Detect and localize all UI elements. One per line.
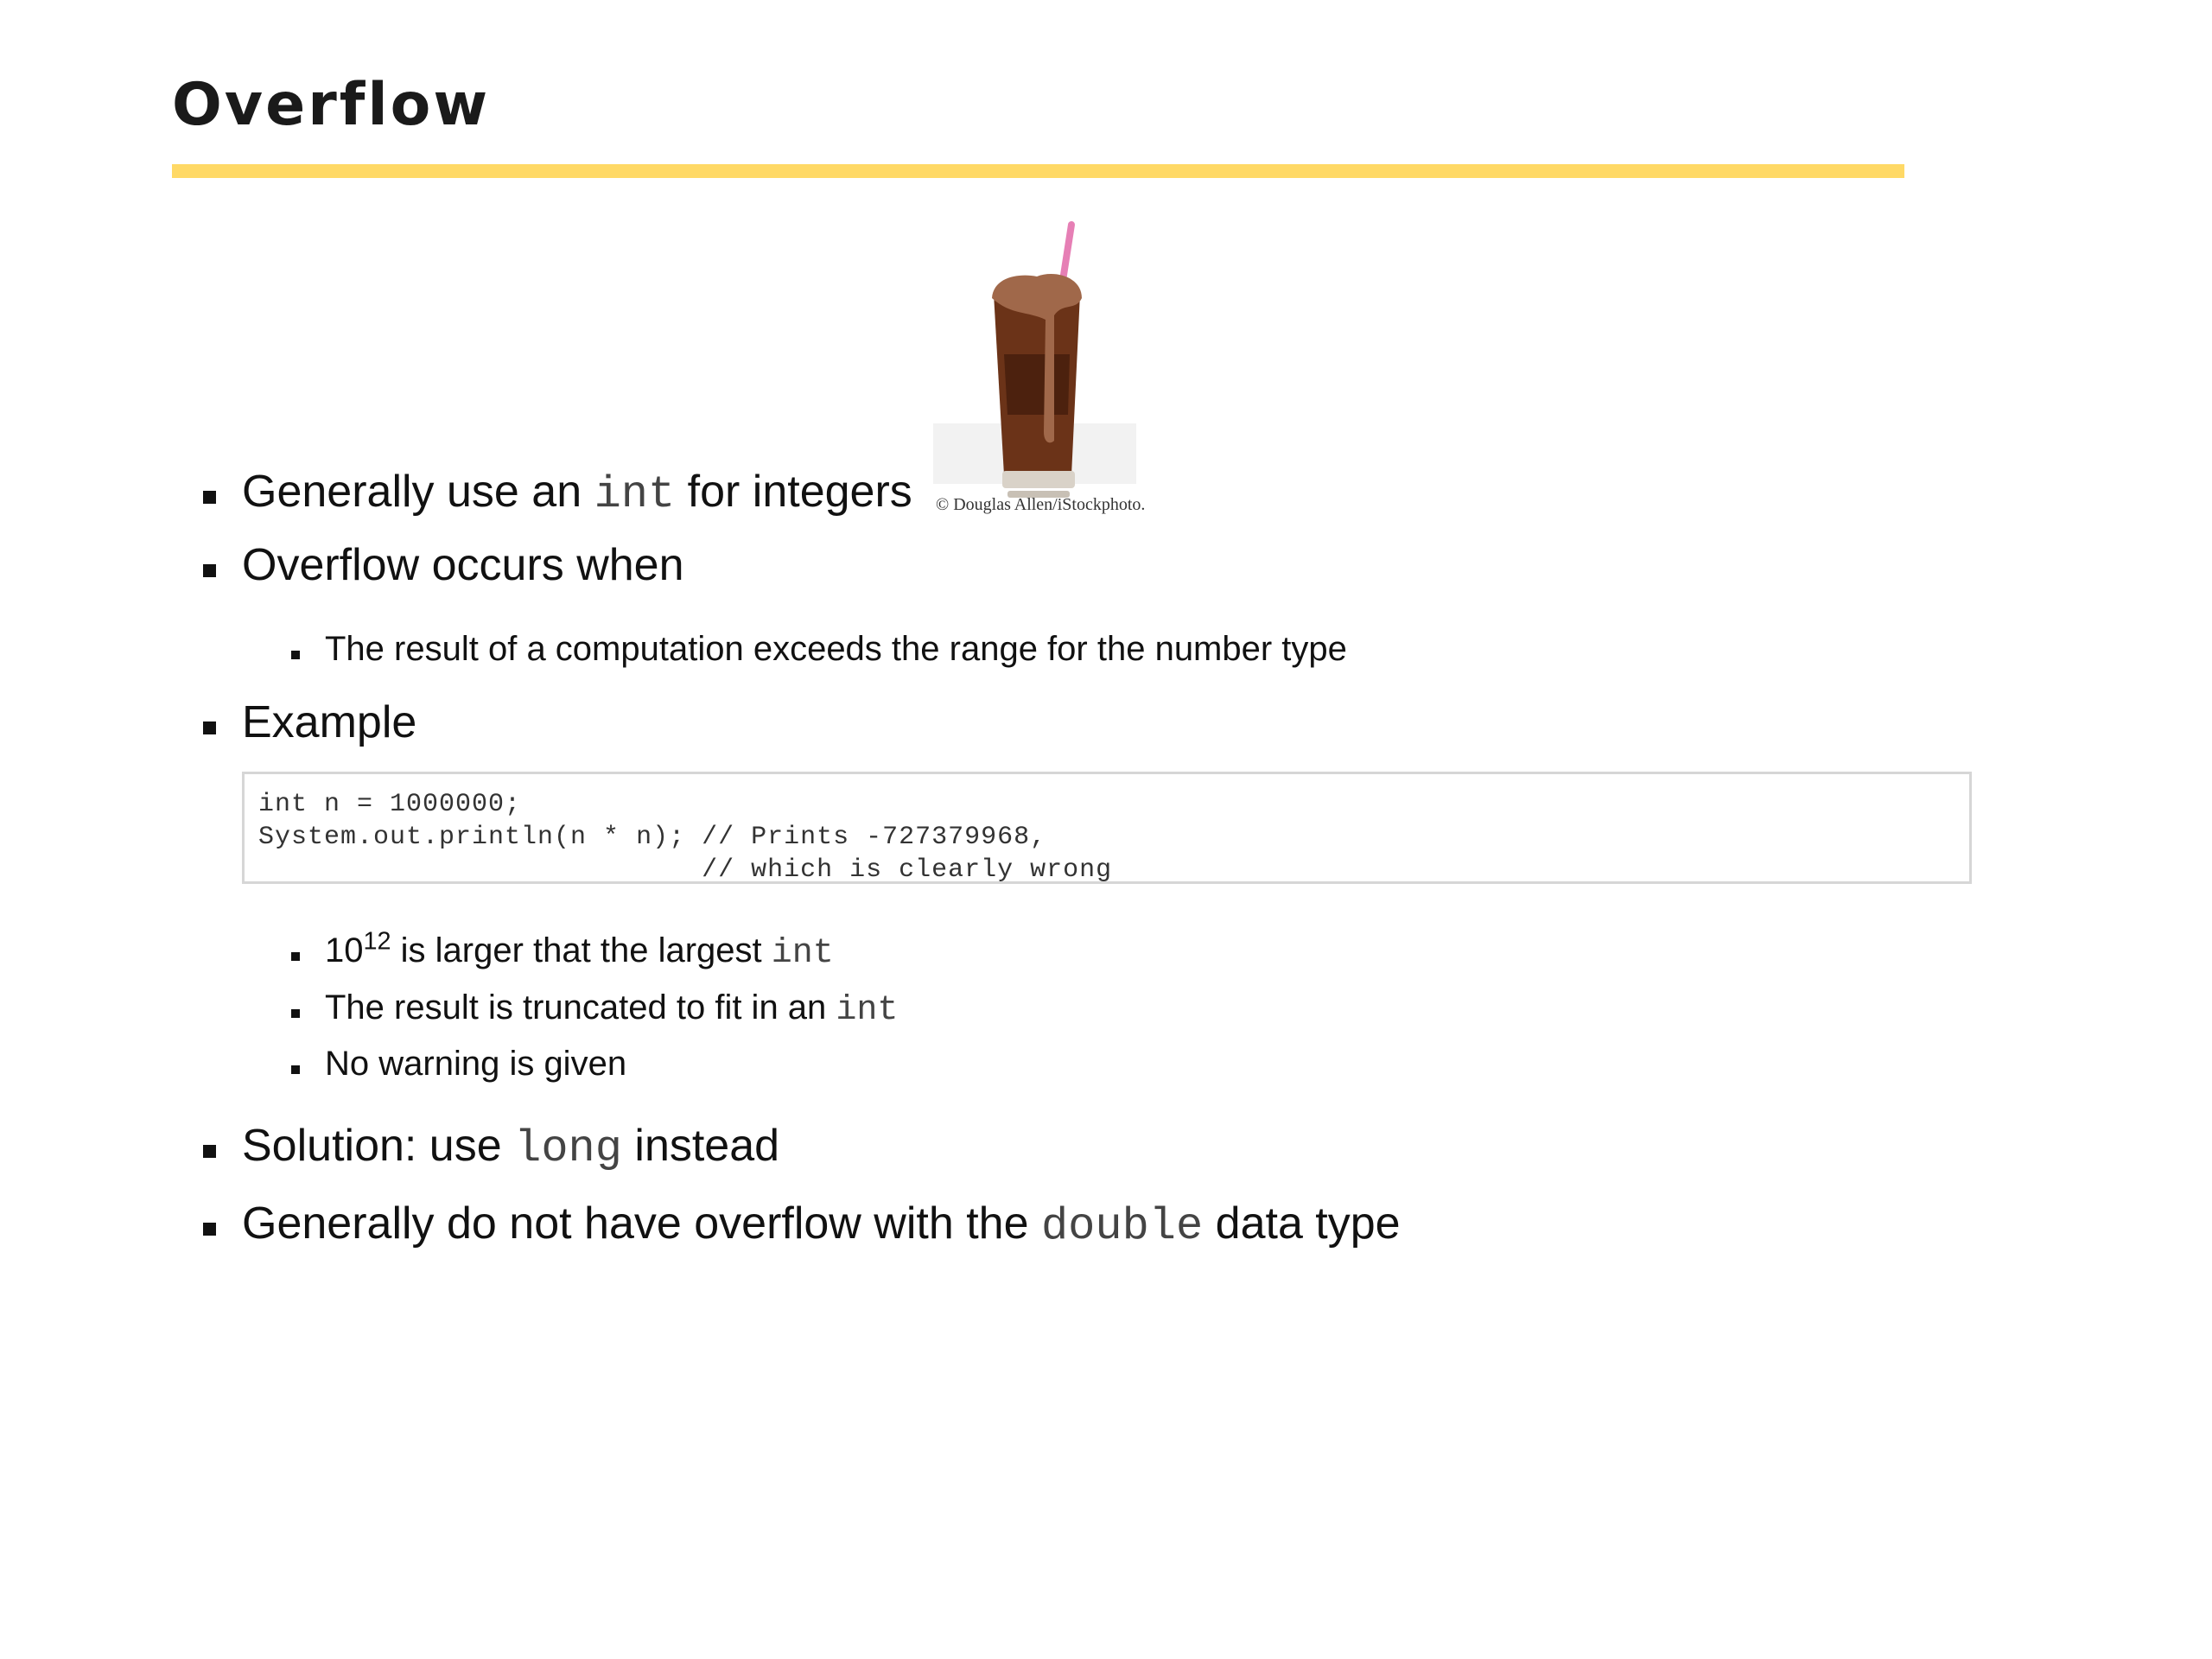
bullet-text: Solution: use (242, 1121, 515, 1171)
bullet-square-icon (291, 952, 300, 961)
code-example-box (242, 772, 1972, 884)
bullet-text: The result of a computation exceeds the range for the number type (325, 630, 1347, 668)
subbullet-no-warning (325, 1046, 626, 1081)
code-int: int (771, 934, 834, 973)
bullet-square-icon (291, 651, 300, 659)
code-int: int (836, 991, 899, 1030)
bullet-text: data type (1203, 1198, 1401, 1249)
bullet-square-icon (291, 1065, 300, 1074)
soda-glass-photo (933, 216, 1175, 518)
bullet-text: for integers (675, 467, 912, 517)
bullet-text: is larger that the largest (391, 931, 772, 969)
bullet-square-icon (291, 1009, 300, 1018)
bullet-text: The result is truncated to fit in an (325, 988, 836, 1027)
subbullet-larger-than-int (325, 927, 834, 973)
bullet-square-icon (203, 564, 216, 577)
bullet-int-for-integers (242, 469, 912, 518)
bullet-example (242, 697, 417, 747)
slide-title: Overflow (172, 71, 491, 139)
code-line-2: System.out.println(n * n); // Prints -727379968, (258, 823, 1047, 852)
subbullet-truncated (325, 990, 898, 1028)
bullet-text: No warning is given (325, 1045, 627, 1083)
power-exponent: 12 (363, 927, 391, 956)
soda-glass-illustration (933, 216, 1175, 510)
bullet-text: instead (621, 1121, 780, 1171)
bullet-overflow-occurs (242, 540, 684, 590)
bullet-text: Example (242, 697, 417, 747)
bullet-square-icon (203, 1223, 216, 1236)
photo-credit: © Douglas Allen/iStockphoto. (936, 495, 1146, 514)
code-double: double (1040, 1201, 1204, 1252)
bullet-text: Generally do not have overflow with the (242, 1198, 1041, 1249)
bullet-text: Overflow occurs when (242, 540, 684, 590)
code-long: long (514, 1123, 622, 1174)
code-line-1: int n = 1000000; (258, 790, 522, 819)
bullet-square-icon (203, 1145, 216, 1158)
power-base: 10 (325, 931, 364, 969)
bullet-double-no-overflow (242, 1198, 1401, 1252)
code-block (258, 788, 1112, 887)
bullet-square-icon (203, 721, 216, 734)
bullet-solution-long (242, 1123, 779, 1172)
code-int: int (594, 469, 676, 520)
title-underline (172, 164, 1904, 178)
subbullet-range-exceeded (325, 632, 1347, 666)
bullet-square-icon (203, 491, 216, 504)
bullet-text: Generally use an (242, 467, 594, 517)
code-line-3: // which is clearly wrong (258, 855, 1113, 885)
